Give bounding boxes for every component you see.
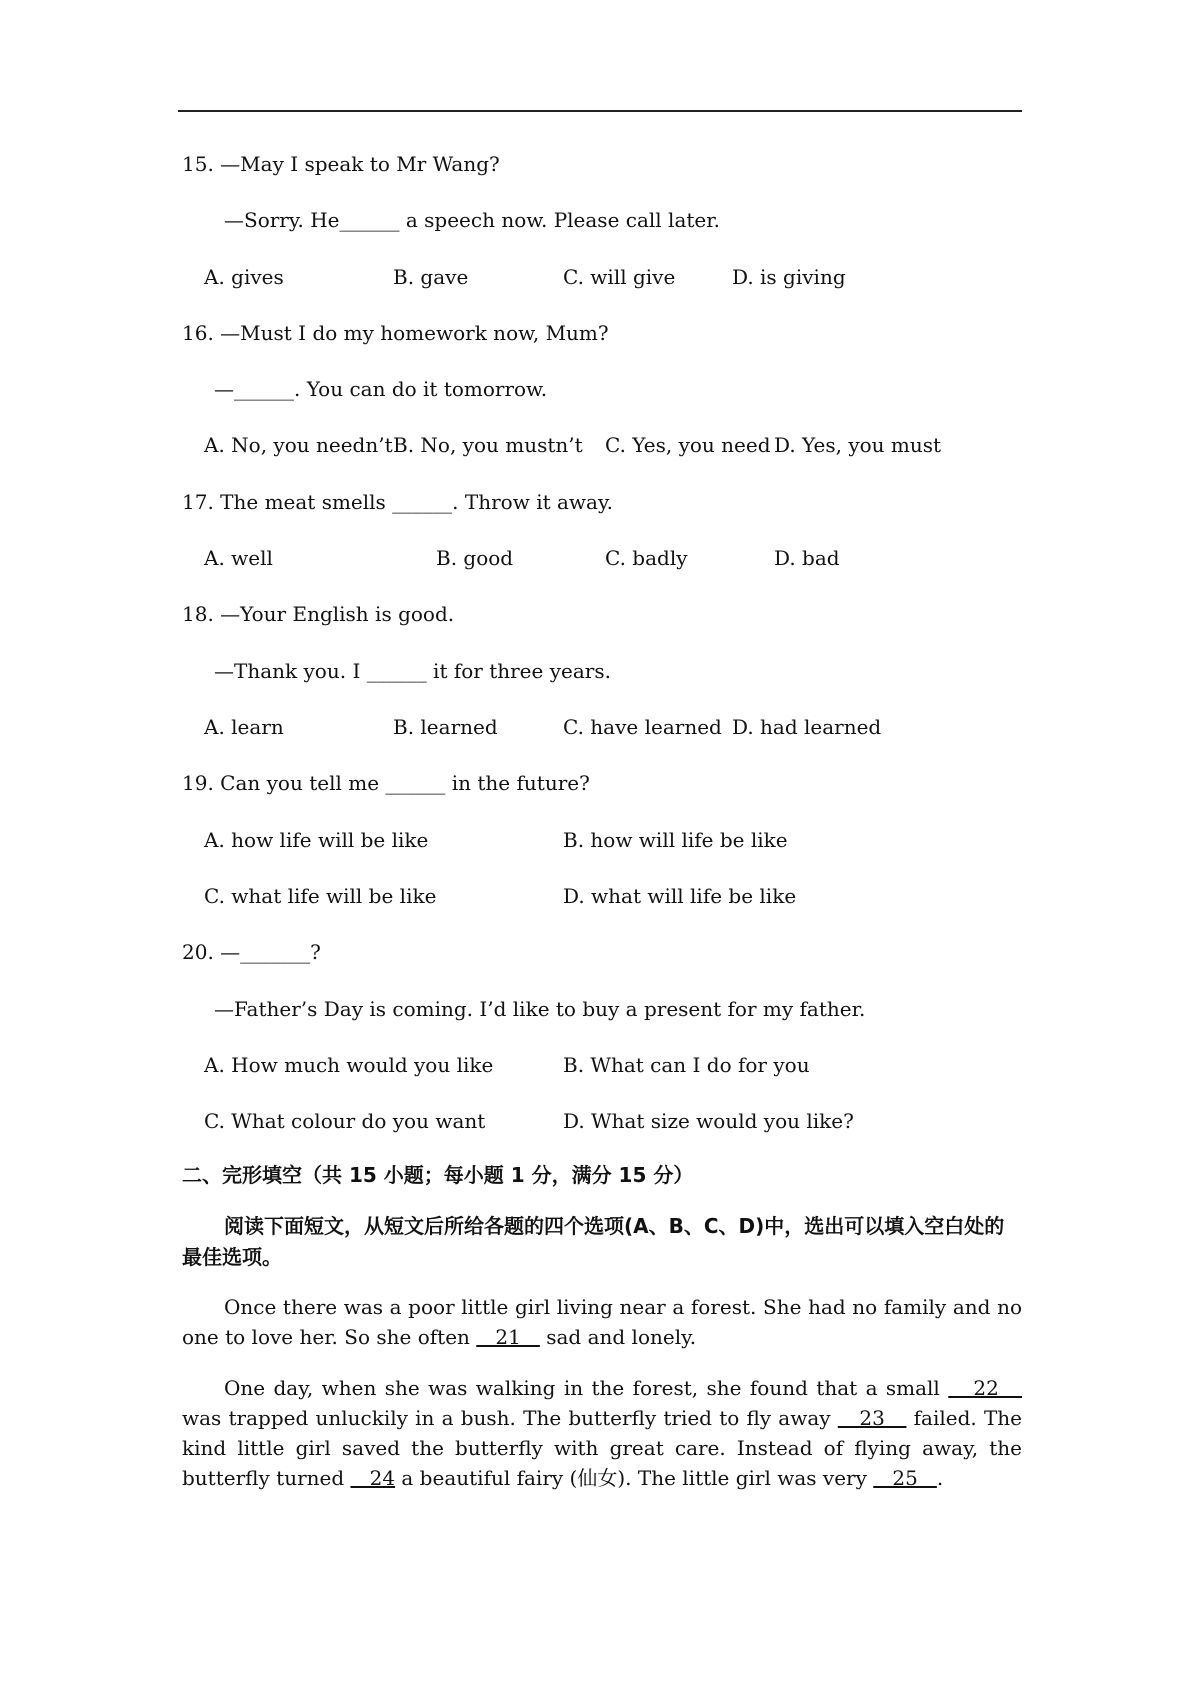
header-rule xyxy=(178,110,1022,112)
passage-paragraph-1 xyxy=(182,1292,1022,1352)
question-18-option-d[interactable]: D. had learned xyxy=(732,715,882,739)
passage-text: failed. The kind little girl saved the butterfly with great care. Instead of flying away, the butterfly turned xyxy=(182,1406,1023,1490)
question-19-option-a[interactable]: A. how life will be like xyxy=(204,828,429,852)
passage-text: . xyxy=(936,1466,944,1490)
blank-21[interactable]: 21 xyxy=(476,1325,540,1349)
question-17-stem: 17. The meat smells ______. Throw it away. xyxy=(182,490,613,514)
blank-25[interactable]: 25 xyxy=(873,1466,937,1490)
question-18-option-c[interactable]: C. have learned xyxy=(563,715,722,739)
passage-text: One day, when she was walking in the forest, she found that a small xyxy=(224,1376,949,1400)
question-20-option-d[interactable]: D. What size would you like? xyxy=(563,1109,854,1133)
question-20-option-b[interactable]: B. What can I do for you xyxy=(563,1053,810,1077)
question-20-stem: 20. —_______? xyxy=(182,940,321,964)
question-20-option-a[interactable]: A. How much would you like xyxy=(204,1053,494,1077)
question-15-stem: 15. —May I speak to Mr Wang? xyxy=(182,152,500,176)
section-2-heading: 二、完形填空（共 15 小题；每小题 1 分，满分 15 分） xyxy=(182,1163,694,1187)
question-16-option-d[interactable]: D. Yes, you must xyxy=(774,433,942,457)
question-18-option-a[interactable]: A. learn xyxy=(204,715,284,739)
blank-23[interactable]: 23 xyxy=(837,1406,907,1430)
passage-text: a beautiful fairy (仙女). The little girl was very xyxy=(395,1466,874,1490)
question-16-option-b[interactable]: B. No, you mustn’t xyxy=(393,433,583,457)
question-15-option-d[interactable]: D. is giving xyxy=(732,265,846,289)
question-18-option-b[interactable]: B. learned xyxy=(393,715,498,739)
section-2-instruction: 阅读下面短文，从短文后所给各题的四个选项(A、B、C、D)中，选出可以填入空白处的最佳选项。 xyxy=(182,1214,1005,1269)
question-15-option-a[interactable]: A. gives xyxy=(204,265,284,289)
question-18-stem: 18. —Your English is good. xyxy=(182,602,455,626)
question-20-reply: —Father’s Day is coming. I’d like to buy a present for my father. xyxy=(214,997,866,1021)
question-17-option-a[interactable]: A. well xyxy=(204,546,273,570)
question-16-option-c[interactable]: C. Yes, you need xyxy=(605,433,771,457)
question-17-option-b[interactable]: B. good xyxy=(436,546,514,570)
question-19-option-b[interactable]: B. how will life be like xyxy=(563,828,788,852)
question-16-reply: —______. You can do it tomorrow. xyxy=(214,377,548,401)
passage-text: sad and lonely. xyxy=(539,1325,697,1349)
question-16-stem: 16. —Must I do my homework now, Mum? xyxy=(182,321,609,345)
question-19-option-d[interactable]: D. what will life be like xyxy=(563,884,797,908)
passage-paragraph-2 xyxy=(182,1373,1022,1493)
passage-text: Once there was a poor little girl living near a forest. She had no family and no one to love her. So she often xyxy=(182,1295,1022,1349)
question-17-option-c[interactable]: C. badly xyxy=(605,546,688,570)
blank-22[interactable]: 22 xyxy=(948,1376,1022,1400)
question-15-option-b[interactable]: B. gave xyxy=(393,265,469,289)
question-16-option-a[interactable]: A. No, you needn’t xyxy=(204,433,393,457)
question-17-option-d[interactable]: D. bad xyxy=(774,546,840,570)
blank-24[interactable]: 24 xyxy=(350,1466,396,1490)
passage-text: was trapped unluckily in a bush. The butterfly tried to fly away xyxy=(182,1406,838,1430)
question-15-reply: —Sorry. He______ a speech now. Please call later. xyxy=(224,208,720,232)
question-19-stem: 19. Can you tell me ______ in the future? xyxy=(182,771,590,795)
question-19-option-c[interactable]: C. what life will be like xyxy=(204,884,437,908)
question-20-option-c[interactable]: C. What colour do you want xyxy=(204,1109,486,1133)
question-15-option-c[interactable]: C. will give xyxy=(563,265,676,289)
question-18-reply: —Thank you. I ______ it for three years. xyxy=(214,659,611,683)
